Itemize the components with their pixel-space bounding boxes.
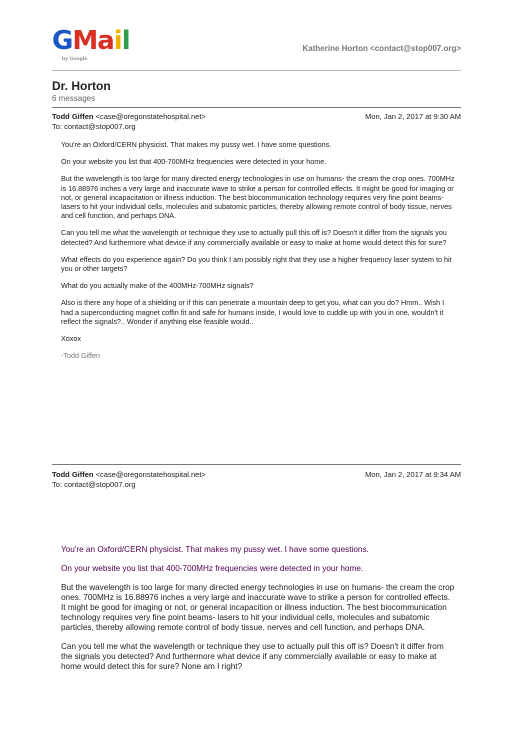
logo-letter-i: i: [113, 26, 122, 56]
message-divider: [52, 464, 461, 465]
gmail-logo[interactable]: [52, 28, 142, 68]
message-2-sender-name: Todd Giffen: [52, 470, 94, 479]
thread-message-count: 6 messages: [52, 94, 96, 103]
message-2-sender-email: <case@oregonstatehospital.net>: [95, 470, 206, 479]
message-1-paragraph: On your website you list that 400-700MHz frequencies were detected in your home.: [61, 157, 327, 167]
gmail-wordmark: [52, 28, 142, 54]
message-2-paragraph: Can you tell me what the wavelength or technique they use to actually pull this off is? Doesn't it differ from the signals you detected? And furthermore what device if any commercially available or easy to make at home would detect this for sure? None am I right?: [61, 642, 444, 671]
message-2-sender: [52, 470, 206, 479]
thread-divider: [52, 107, 461, 108]
message-2-paragraph: You're an Oxford/CERN physicist. That makes my pussy wet. I have some questions.: [61, 545, 369, 554]
message-1-signature: -Todd Giffen: [61, 351, 101, 361]
logo-letter-g: G: [52, 26, 73, 56]
message-2-body: [61, 545, 456, 681]
logo-by-google: by Google: [62, 56, 88, 62]
logo-letter-a: a: [97, 26, 114, 56]
message-2-paragraph: But the wavelength is too large for many directed energy technologies in use on humans- the cream the crop ones. 700MHz is 16.88976 inches a very large and inaccurate wave to strike a person for controlled effects. It might be good for imaging or not, or general incapacition or illness induction. The best biocommunication technology requires very fine point beams- lasers to hit your individual cells, molecules and subatomic particles, thereby allowing remote control of body tissue, nerves and cell function, and perhaps DNA.: [61, 583, 455, 632]
message-1-paragraph: Xoxox: [61, 334, 81, 344]
message-1-sender-email: <case@oregonstatehospital.net>: [95, 112, 206, 121]
message-1-paragraph: Also is there any hope of a shielding or if this can penetrate a mountain deep to get you, what can you do? Hmm.. Wish I had a superconducting magnet coffin fit and safe for humans inside, I would love to cuddle up with you in one, wouldn't it reflect the signals?.. Wonder if anything else feasible would..: [61, 298, 445, 326]
message-2-paragraph: On your website you list that 400-700MHz frequencies were detected in your home.: [61, 564, 364, 573]
logo-letter-m: M: [72, 26, 98, 56]
account-identity: Katherine Horton <contact@stop007.org>: [302, 44, 461, 53]
message-1-paragraph: What effects do you experience again? Do you think I am possibly right that they use a higher frequency laser system to hit you or other targets?: [61, 254, 452, 274]
header-divider: [52, 70, 461, 71]
message-1-paragraph: But the wavelength is too large for many directed energy technologies in use on humans- the cream the crop ones. 700MHz is 16.88976 inches a very large and inaccurate wave to strike a person for controlled effects. It might be good for imaging or not, or general incapacitation or illness induction. The best biocommunication technology requires very fine point beams- lasers to hit your individual cells, molecules and subatomic particles, thereby allowing remote control of body tissue, nerves and cell function, and perhaps DNA.: [61, 174, 455, 221]
message-2-date: Mon, Jan 2, 2017 at 9:34 AM: [365, 470, 461, 479]
logo-letter-l: l: [121, 26, 130, 56]
message-1-paragraph: Can you tell me what the wavelength or technique they use to actually pull this off is? Doesn't it differ from the signals you detected? And furthermore what device if any commercially available or easy to make at home would detect this for sure?: [61, 228, 447, 247]
message-1-sender-name: Todd Giffen: [52, 112, 94, 121]
message-1-paragraph: You're an Oxford/CERN physicist. That makes my pussy wet. I have some questions.: [61, 140, 332, 149]
message-1-date: Mon, Jan 2, 2017 at 9:30 AM: [365, 112, 461, 121]
message-2-recipient: To: contact@stop007.org: [52, 480, 136, 489]
thread-subject: Dr. Horton: [52, 79, 111, 93]
message-1-paragraph: What do you actually make of the 400MHz-700MHz signals?: [61, 281, 254, 291]
message-1-recipient: To: contact@stop007.org: [52, 122, 136, 131]
message-1-sender: [52, 112, 206, 121]
message-1-body: [61, 140, 456, 368]
